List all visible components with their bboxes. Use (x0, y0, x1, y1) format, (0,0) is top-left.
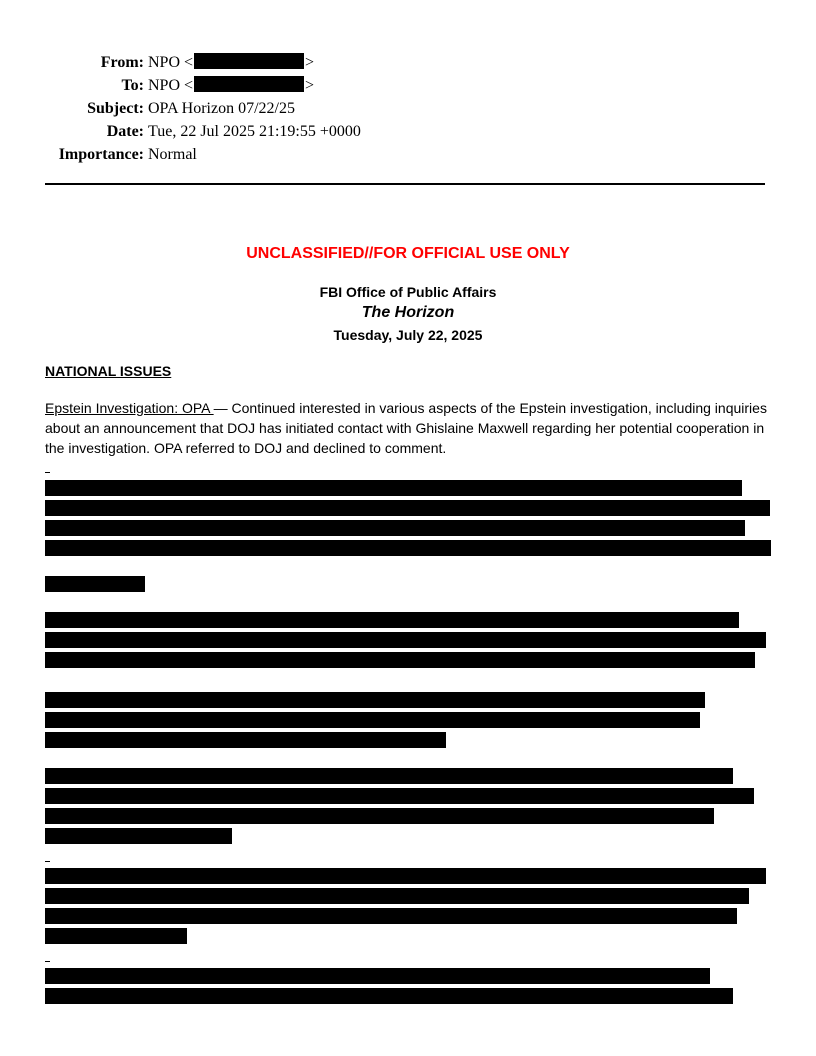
importance-label: Importance: (58, 146, 144, 163)
email-header (0, 52, 816, 167)
subject-value: OPA Horizon 07/22/25 (148, 100, 295, 117)
from-value (148, 52, 314, 74)
importance-row (0, 144, 816, 167)
redaction-bar (45, 888, 749, 904)
redaction-bar (45, 732, 446, 748)
underline-mark (45, 961, 50, 962)
from-end: > (305, 54, 315, 71)
redaction-box (194, 76, 304, 92)
redaction-bar (45, 828, 232, 844)
to-value (148, 75, 314, 97)
underline-mark (45, 861, 50, 862)
from-label: From: (100, 54, 144, 71)
from-name: NPO < (148, 54, 194, 71)
publication-date: Tuesday, July 22, 2025 (333, 327, 483, 343)
importance-value: Normal (148, 146, 197, 163)
date-label: Date: (106, 123, 144, 140)
redaction-bar (45, 868, 766, 884)
publication-title: The Horizon (361, 304, 455, 321)
organization-name: FBI Office of Public Affairs (319, 284, 497, 300)
to-end: > (305, 77, 315, 94)
to-label: To: (121, 77, 144, 94)
underline-mark (45, 472, 50, 473)
news-item (45, 398, 775, 458)
classification-banner: UNCLASSIFIED//FOR OFFICIAL USE ONLY (246, 245, 570, 262)
redaction-bar (45, 632, 766, 648)
subject-row (0, 98, 816, 121)
redaction-bar (45, 712, 700, 728)
redaction-bar (45, 612, 739, 628)
subject-label: Subject: (87, 100, 144, 117)
redaction-bar (45, 908, 737, 924)
section-heading: NATIONAL ISSUES (45, 363, 172, 379)
item-lead: Epstein Investigation: OPA (45, 400, 214, 416)
date-value: Tue, 22 Jul 2025 21:19:55 +0000 (148, 123, 361, 140)
redaction-bar (45, 692, 705, 708)
redaction-bar (45, 540, 771, 556)
to-name: NPO < (148, 77, 194, 94)
redaction-bar (45, 768, 733, 784)
date-row (0, 121, 816, 144)
redaction-bar (45, 652, 755, 668)
item-body: — Continued interested in various aspects of the Epstein investigation, including inquiries about an announcement that DOJ has initiated contact with Ghislaine Maxwell regarding her potential cooperation in the investigation. OPA referred to DOJ and declined to comment. (45, 400, 767, 456)
redaction-bar (45, 988, 733, 1004)
from-row (0, 52, 816, 75)
redaction-box (194, 53, 304, 69)
header-divider (45, 183, 765, 185)
redaction-bar (45, 928, 187, 944)
to-row (0, 75, 816, 98)
redaction-bar (45, 480, 742, 496)
redaction-bar (45, 968, 710, 984)
redaction-bar (45, 500, 770, 516)
redaction-bar (45, 808, 714, 824)
redaction-bar (45, 788, 754, 804)
redaction-bar (45, 576, 145, 592)
redaction-bar (45, 520, 745, 536)
